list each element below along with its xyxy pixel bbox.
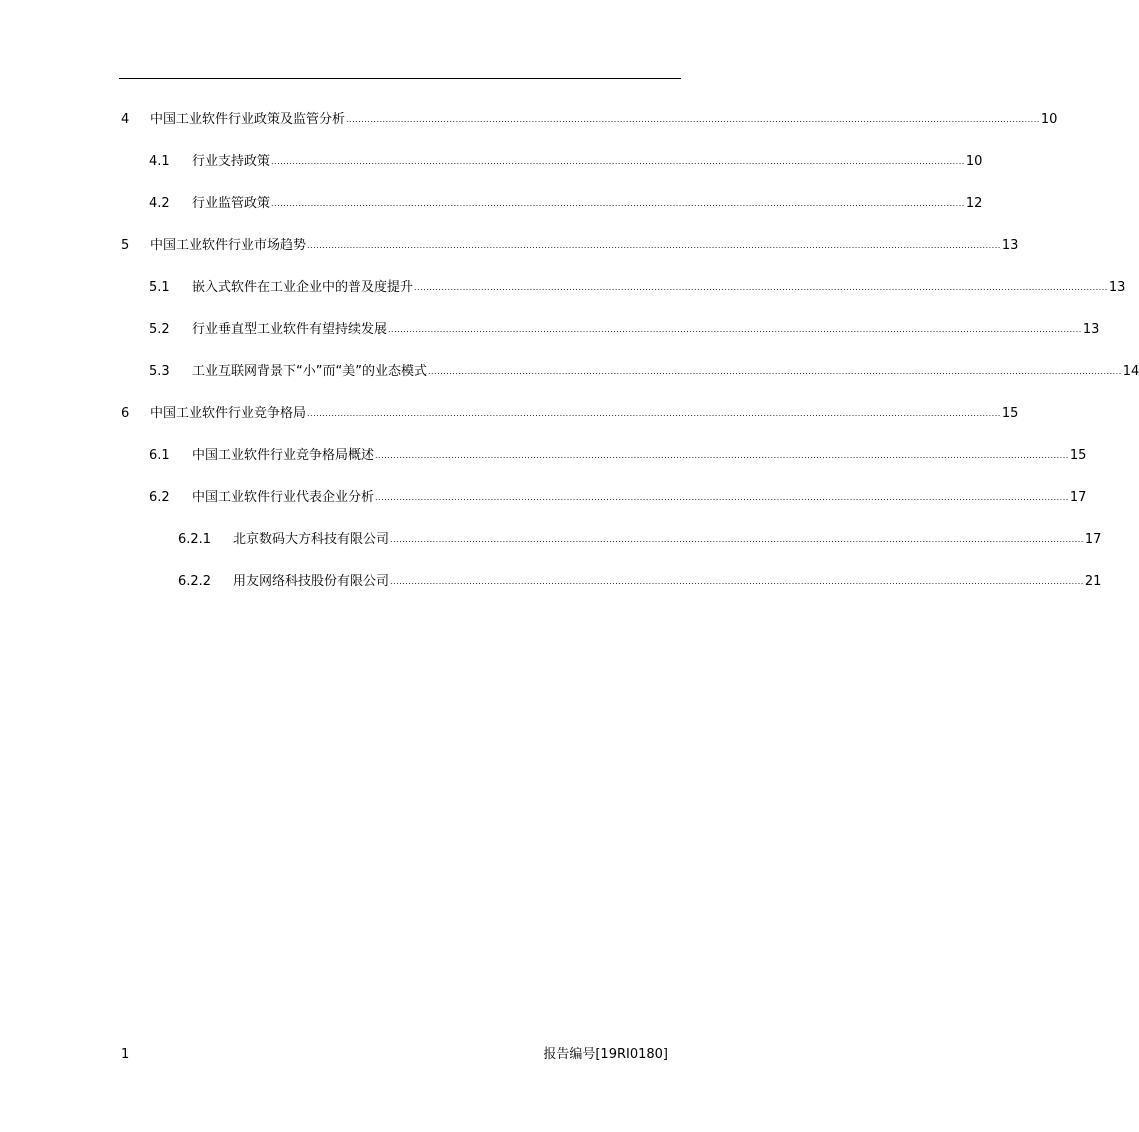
toc-entry-title: 中国工业软件行业市场趋势 [150,238,307,253]
toc-entry-title: 工业互联网背景下“小”而“美”的业态模式 [192,364,427,379]
toc-entry-number: 6.1 [149,448,170,463]
toc-dot-leader: .................................................................................................................................................................................................................................... [375,493,1069,502]
toc-entry-number: 4.2 [149,196,170,211]
toc-entry-page: 10 [1040,112,1058,127]
toc-entry-number: 4 [121,112,130,127]
toc-entry-title: 行业支持政策 [192,154,271,169]
toc-entry-page: 12 [965,196,983,211]
toc-entry-page: 13 [1001,238,1019,253]
toc-entry-page: 15 [1069,448,1087,463]
toc-entry-number: 4.1 [149,154,170,169]
toc-entry-page: 14 [1122,364,1139,379]
toc-entry-number: 6.2.2 [178,574,212,589]
toc-entry-title: 用友网络科技股份有限公司 [233,574,390,589]
toc-entry-page: 10 [965,154,983,169]
toc-entry-page: 15 [1001,406,1019,421]
toc-dot-leader: .................................................................................................................................................................................................................................... [271,157,965,166]
toc-entry[interactable] [149,151,983,171]
toc-entry[interactable] [149,277,1126,297]
toc-dot-leader: .................................................................................................................................................................................................................................... [390,535,1084,544]
toc-entry-title: 嵌入式软件在工业企业中的普及度提升 [192,280,414,295]
toc-entry-title: 中国工业软件行业竞争格局概述 [192,448,375,463]
toc-entry-title: 北京数码大方科技有限公司 [233,532,390,547]
toc-dot-leader: .................................................................................................................................................................................................................................... [307,241,1001,250]
toc-dot-leader: .................................................................................................................................................................................................................................... [346,115,1040,124]
toc-entry[interactable] [121,235,1019,255]
footer-report-id: 报告编号[19RI0180] [543,1047,668,1062]
toc-entry-title: 中国工业软件行业政策及监管分析 [150,112,346,127]
toc-entry-page: 21 [1084,574,1102,589]
toc-entry-number: 6 [121,406,130,421]
toc-dot-leader: .................................................................................................................................................................................................................................... [307,409,1001,418]
toc-entry-number: 5 [121,238,130,253]
toc-entry[interactable] [149,319,1100,339]
toc-entry[interactable] [121,403,1019,423]
toc-dot-leader: .................................................................................................................................................................................................................................... [375,451,1069,460]
toc-entry-page: 13 [1082,322,1100,337]
toc-dot-leader: .................................................................................................................................................................................................................................... [388,325,1082,334]
toc-entry-number: 5.3 [149,364,170,379]
toc-entry-number: 5.2 [149,322,170,337]
toc-dot-leader: .................................................................................................................................................................................................................................... [271,199,965,208]
toc-entry[interactable] [178,529,1102,549]
toc-entry-page: 17 [1069,490,1087,505]
toc-entry-number: 6.2 [149,490,170,505]
toc-entry-page: 13 [1108,280,1126,295]
toc-entry-number: 6.2.1 [178,532,212,547]
toc-entry[interactable] [149,361,1139,381]
toc-entry[interactable] [121,109,1058,129]
toc-entry-title: 中国工业软件行业竞争格局 [150,406,307,421]
toc-entry-page: 17 [1084,532,1102,547]
toc-entry[interactable] [178,571,1102,591]
toc-dot-leader: .................................................................................................................................................................................................................................... [390,577,1084,586]
toc-entry-title: 中国工业软件行业代表企业分析 [192,490,375,505]
toc-entry-title: 行业监管政策 [192,196,271,211]
toc-entry-title: 行业垂直型工业软件有望持续发展 [192,322,388,337]
header-rule [119,78,681,79]
footer-page-number: 1 [121,1047,130,1062]
toc-entry-number: 5.1 [149,280,170,295]
toc-entry[interactable] [149,193,983,213]
toc-entry[interactable] [149,487,1087,507]
toc-entry[interactable] [149,445,1087,465]
toc-dot-leader: .................................................................................................................................................................................................................................... [427,367,1122,376]
toc-dot-leader: .................................................................................................................................................................................................................................... [414,283,1108,292]
